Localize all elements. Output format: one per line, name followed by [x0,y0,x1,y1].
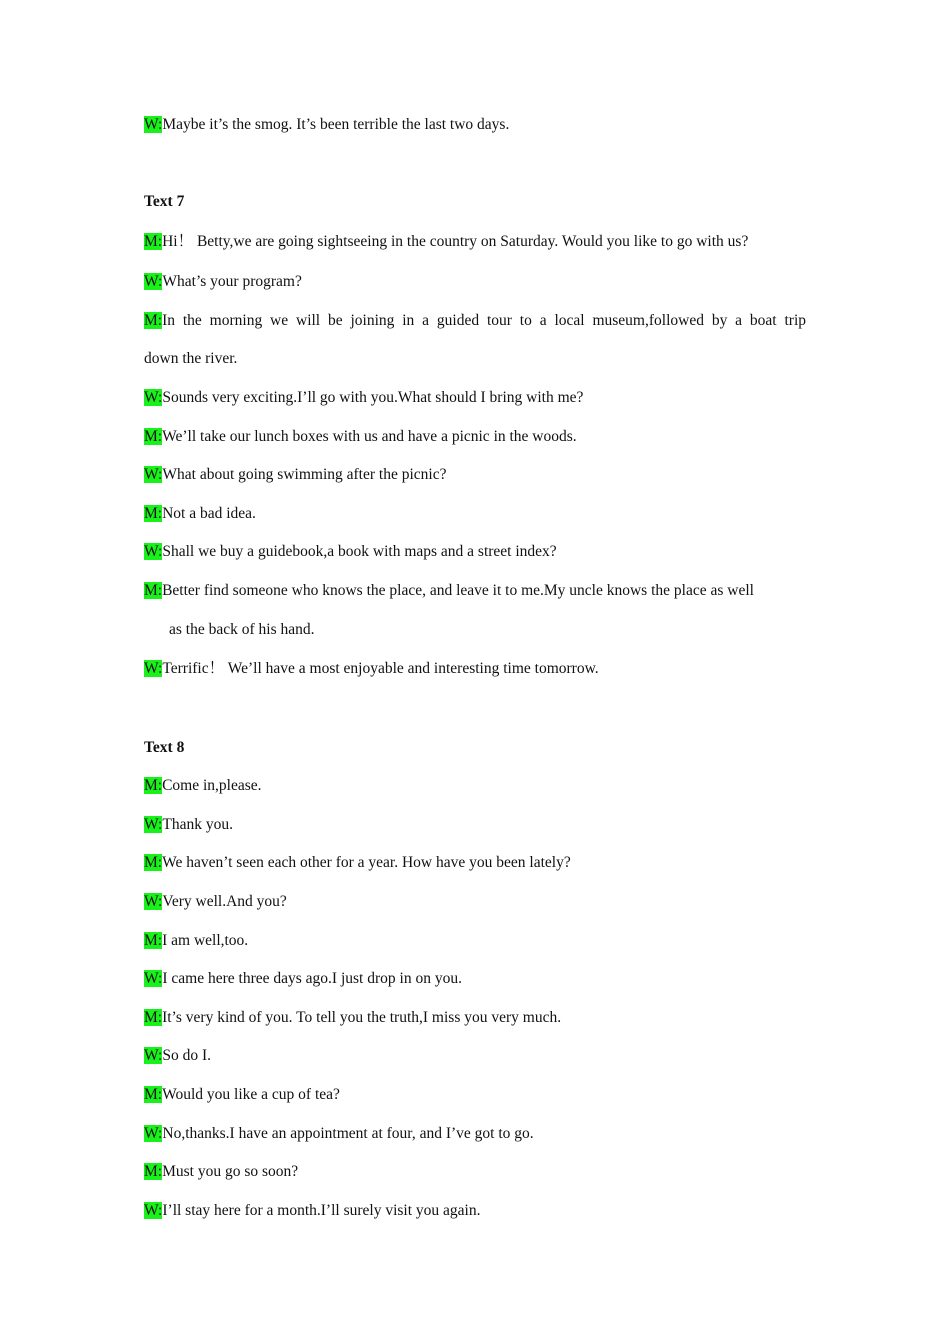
dialogue-line [144,427,806,447]
speaker-label: W: [144,893,163,910]
dialogue-text: We’ll take our lunch boxes with us and have a picnic in the woods. [162,428,577,445]
dialogue-text: Terrific！ We’ll have a most enjoyable and interesting time tomorrow. [162,660,599,677]
dialogue-text: I’ll stay here for a month.I’ll surely visit you again. [162,1202,481,1219]
dialogue-line [144,504,806,524]
speaker-label: M: [144,582,163,599]
dialogue-line [144,1008,806,1028]
dialogue-line [144,311,806,331]
speaker-label: M: [144,505,163,522]
dialogue-text: What’s your program? [162,273,302,290]
dialogue-text: Very well.And you? [162,893,287,910]
speaker-label: W: [144,1047,163,1064]
dialogue-line [144,542,806,562]
dialogue-line [144,465,806,485]
dialogue-continuation: down the river. [144,350,238,367]
dialogue-text: Better find someone who knows the place, and leave it to me.My uncle knows the place as well [162,582,754,599]
speaker-label: W: [144,1202,163,1219]
dialogue-text: Shall we buy a guidebook,a book with maps and a street index? [162,543,557,560]
speaker-label: M: [144,854,163,871]
dialogue-text: In the morning we will be joining in a guided tour to a local museum,followed by a boat trip [162,312,806,329]
dialogue-line [144,1124,806,1144]
dialogue-line [144,272,806,292]
speaker-label: W: [144,116,163,133]
speaker-label: M: [144,932,163,949]
dialogue-text: We haven’t seen each other for a year. How have you been lately? [162,854,571,871]
dialogue-text: I am well,too. [162,932,249,949]
dialogue-line [144,853,806,873]
speaker-label: W: [144,816,163,833]
dialogue-line [144,931,806,951]
dialogue-line [144,815,806,835]
dialogue-line [144,581,806,601]
dialogue-line [144,1085,806,1105]
speaker-label: M: [144,1163,163,1180]
dialogue-line [144,892,806,912]
dialogue-line [144,776,806,796]
speaker-label: W: [144,466,163,483]
dialogue-line [144,1046,806,1066]
dialogue-line [144,115,806,135]
dialogue-text: It’s very kind of you. To tell you the truth,I miss you very much. [162,1009,562,1026]
speaker-label: M: [144,777,163,794]
dialogue-text: No,thanks.I have an appointment at four, and I’ve got to go. [162,1125,534,1142]
dialogue-text: Sounds very exciting.I’ll go with you.What should I bring with me? [162,389,584,406]
dialogue-text: So do I. [162,1047,212,1064]
dialogue-text: Thank you. [162,816,233,833]
speaker-label: W: [144,273,163,290]
dialogue-line [144,1201,806,1221]
speaker-label: M: [144,312,163,329]
dialogue-text: Not a bad idea. [162,505,256,522]
speaker-label: M: [144,233,163,250]
speaker-label: W: [144,970,163,987]
section-heading: Text 7 [144,193,185,210]
dialogue-line [144,659,806,679]
dialogue-text: I came here three days ago.I just drop in on you. [162,970,462,987]
dialogue-line [144,969,806,989]
dialogue-text: Maybe it’s the smog. It’s been terrible the last two days. [162,116,510,133]
speaker-label: M: [144,1086,163,1103]
dialogue-text: Would you like a cup of tea? [162,1086,340,1103]
dialogue-text: Come in,please. [162,777,262,794]
dialogue-text: Hi！ Betty,we are going sightseeing in the country on Saturday. Would you like to go with us? [162,233,749,250]
dialogue-continuation: as the back of his hand. [169,621,315,638]
speaker-label: W: [144,389,163,406]
section-heading: Text 8 [144,739,185,756]
dialogue-text: What about going swimming after the picnic? [162,466,447,483]
speaker-label: M: [144,1009,163,1026]
dialogue-line [144,1162,806,1182]
speaker-label: W: [144,660,163,677]
speaker-label: W: [144,1125,163,1142]
dialogue-line [144,232,806,252]
speaker-label: M: [144,428,163,445]
dialogue-line [144,388,806,408]
speaker-label: W: [144,543,163,560]
dialogue-text: Must you go so soon? [162,1163,299,1180]
